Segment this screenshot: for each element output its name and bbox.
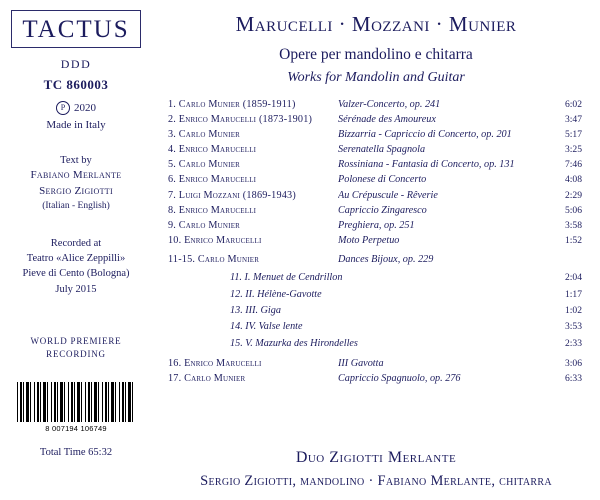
track-composer: 9. Carlo Munier <box>168 220 241 231</box>
ddd-marking: DDD <box>60 57 92 71</box>
track-sub-label: 14. IV. Valse lente <box>230 321 303 333</box>
track-work: Capriccio Spagnuolo, op. 276 <box>338 373 461 384</box>
track-sub-duration: 3:53 <box>564 321 582 333</box>
track-row <box>168 160 582 170</box>
track-work: III Gavotta <box>338 358 384 369</box>
track-work: Sérénade des Amoureux <box>338 115 436 126</box>
recording-line-3: Pieve di Cento (Bologna) <box>22 268 130 280</box>
track-sub-row <box>168 321 582 332</box>
track-row <box>168 115 582 125</box>
tactus-logo <box>11 10 141 48</box>
track-row <box>168 175 582 185</box>
main-content <box>152 0 600 500</box>
track-work: Bizzarria - Capriccio di Concerto, op. 201 <box>338 130 512 141</box>
barcode-icon <box>17 382 135 422</box>
track-work: Rossiniana - Fantasia di Concerto, op. 131 <box>338 160 515 171</box>
album-title: Marucelli · Mozzani · Munier <box>235 12 517 36</box>
track-sub-row <box>168 305 582 316</box>
track-duration: 3:47 <box>564 114 582 126</box>
track-duration: 3:58 <box>564 219 582 231</box>
track-work: Polonese di Concerto <box>338 175 427 186</box>
total-time <box>0 447 152 458</box>
track-sub-duration: 1:02 <box>564 305 582 317</box>
track-sub-label: 15. V. Mazurka des Hirondelles <box>230 337 358 349</box>
track-sub-row <box>168 289 582 300</box>
ensemble-name: Duo Zigiotti Merlante <box>295 449 457 466</box>
recording-line-4: July 2015 <box>55 283 97 295</box>
recording-block <box>0 236 152 297</box>
track-work: Moto Perpetuo <box>338 235 400 246</box>
credits-languages: (Italian - English) <box>42 201 110 212</box>
track-row <box>168 359 582 369</box>
phonogram-year: 2020 <box>74 102 96 114</box>
credits-block <box>0 153 152 214</box>
track-work: Capriccio Zingaresco <box>338 205 427 216</box>
tracklist <box>152 100 600 384</box>
track-composer: 6. Enrico Marucelli <box>168 175 257 186</box>
track-sub-duration: 2:04 <box>564 272 582 284</box>
track-sub-label: 11. I. Menuet de Cendrillon <box>230 272 343 284</box>
total-time-value: 65:32 <box>88 446 113 458</box>
track-row <box>168 145 582 155</box>
track-group-work: Dances Bijoux, op. 229 <box>338 255 434 266</box>
track-composer: 4. Enrico Marucelli <box>168 145 257 156</box>
track-sub-label: 12. II. Hélène-Gavotte <box>230 288 322 300</box>
barcode-digits: 8 007194 106749 <box>45 423 107 433</box>
world-premiere-block <box>0 335 152 362</box>
track-sub-label: 13. III. Giga <box>230 305 281 317</box>
phonogram-icon: P <box>56 101 70 115</box>
track-duration: 6:33 <box>564 372 582 384</box>
track-composer: 7. Luigi Mozzani (1869-1943) <box>168 190 296 201</box>
track-composer: 1. Carlo Munier (1859-1911) <box>168 100 296 110</box>
barcode-block <box>0 382 152 433</box>
track-row <box>168 206 582 216</box>
track-sub-row <box>168 272 582 283</box>
track-work: Valzer-Concerto, op. 241 <box>338 100 441 110</box>
track-composer: 8. Enrico Marucelli <box>168 205 257 216</box>
credits-author-2: Sergio Zigiotti <box>39 185 113 198</box>
performers-block <box>152 449 600 490</box>
track-composer: 5. Carlo Munier <box>168 160 241 171</box>
recording-line-1: Recorded at <box>50 237 102 249</box>
text-by-heading: Text by <box>60 155 92 166</box>
premiere-line-2: RECORDING <box>46 349 106 360</box>
label-info-column <box>0 0 152 500</box>
premiere-line-1: WORLD PREMIERE <box>30 335 122 346</box>
track-row <box>168 221 582 231</box>
catalog-number: TC 860003 <box>43 77 109 92</box>
phonogram-line <box>0 101 152 115</box>
total-time-label: Total Time <box>39 446 86 458</box>
track-work: Serenatella Spagnola <box>338 145 426 156</box>
tactus-logo-text: TACTUS <box>22 15 130 43</box>
track-group-composer: 11-15. Carlo Munier <box>168 255 260 266</box>
track-row <box>168 130 582 140</box>
recording-line-2: Teatro «Alice Zeppilli» <box>26 253 126 265</box>
track-row <box>168 100 582 110</box>
track-duration: 5:17 <box>564 129 582 141</box>
track-sub-duration: 1:17 <box>564 288 582 300</box>
credits-author-1: Fabiano Merlante <box>30 169 122 182</box>
track-row <box>168 191 582 201</box>
track-composer: 17. Carlo Munier <box>168 373 246 384</box>
track-duration: 3:25 <box>564 144 582 156</box>
track-duration: 5:06 <box>564 204 582 216</box>
ensemble-members: Sergio Zigiotti, mandolino · Fabiano Merlante, chitarra <box>200 473 552 489</box>
track-composer: 2. Enrico Marucelli (1873-1901) <box>168 115 313 126</box>
track-group-header <box>168 255 582 265</box>
track-duration: 2:29 <box>564 189 582 201</box>
track-work: Au Crépuscule - Rêverie <box>338 190 438 201</box>
track-duration: 4:08 <box>564 174 582 186</box>
track-sub-row <box>168 338 582 349</box>
album-subtitle-english: Works for Mandolin and Guitar <box>287 70 465 85</box>
track-composer: 10. Enrico Marucelli <box>168 235 262 246</box>
track-duration: 6:02 <box>564 99 582 110</box>
track-row <box>168 236 582 246</box>
track-composer: 3. Carlo Munier <box>168 130 241 141</box>
track-sub-duration: 2:33 <box>564 337 582 349</box>
made-in-text: Made in Italy <box>46 119 106 131</box>
track-duration: 1:52 <box>564 234 582 246</box>
track-work: Preghiera, op. 251 <box>338 220 415 231</box>
track-composer: 16. Enrico Marucelli <box>168 358 262 369</box>
track-duration: 7:46 <box>564 159 582 171</box>
album-subtitle-italian: Opere per mandolino e chitarra <box>279 46 473 63</box>
track-duration: 3:06 <box>564 357 582 369</box>
track-row <box>168 374 582 384</box>
